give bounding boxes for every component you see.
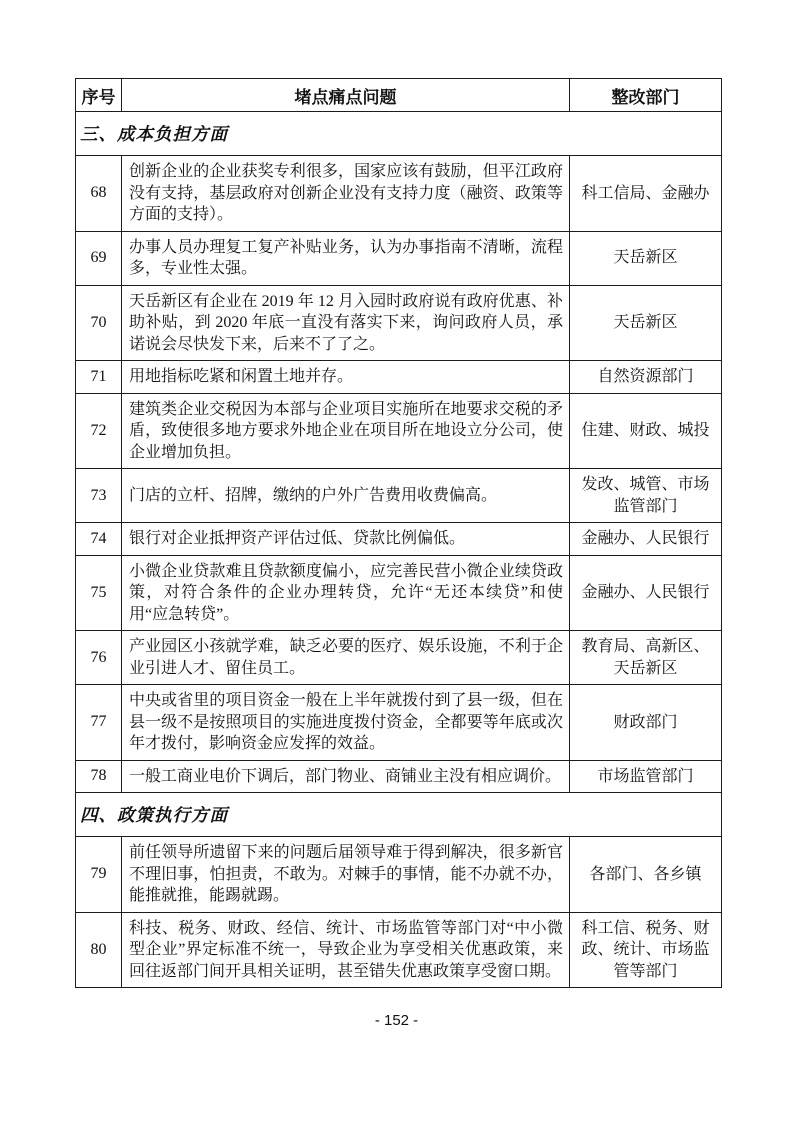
table-row (76, 760, 722, 793)
issues-table (75, 78, 722, 988)
row-number-cell: 80 (76, 912, 122, 988)
row-number-cell: 73 (76, 469, 122, 523)
row-number-cell: 69 (76, 231, 122, 285)
row-number-cell: 74 (76, 523, 122, 556)
column-header-department: 整改部门 (570, 79, 722, 112)
section-heading-row (76, 793, 722, 837)
problem-cell: 前任领导所遗留下来的问题后届领导难于得到解决，很多新官不理旧事，怕担责，不敢为。对棘手的事情，能不办就不办，能推就推，能踢就踢。 (122, 837, 570, 913)
row-number-cell: 71 (76, 361, 122, 394)
department-cell: 发改、城管、市场监管部门 (570, 469, 722, 523)
table-body (76, 112, 722, 988)
column-header-problem: 堵点痛点问题 (122, 79, 570, 112)
department-cell: 天岳新区 (570, 285, 722, 361)
table-row (76, 685, 722, 761)
row-number-cell: 75 (76, 555, 122, 631)
problem-cell: 中央或省里的项目资金一般在上半年就拨付到了县一级，但在县一级不是按照项目的实施进度拨付资金，全都要等年底或次年才拨付，影响资金应发挥的效益。 (122, 685, 570, 761)
table-row (76, 912, 722, 988)
row-number-cell: 76 (76, 631, 122, 685)
table-row (76, 361, 722, 394)
problem-cell: 小微企业贷款难且贷款额度偏小，应完善民营小微企业续贷政策，对符合条件的企业办理转贷，允许“无还本续贷”和使用“应急转贷”。 (122, 555, 570, 631)
section-title: 四、政策执行方面 (76, 793, 722, 837)
section-heading-row (76, 112, 722, 156)
problem-cell: 天岳新区有企业在 2019 年 12 月入园时政府说有政府优惠、补助补贴，到 2020 年底一直没有落实下来，询问政府人员，承诺说会尽快发下来，后来不了了之。 (122, 285, 570, 361)
section-title: 三、成本负担方面 (76, 112, 722, 156)
department-cell: 教育局、高新区、天岳新区 (570, 631, 722, 685)
table-row (76, 469, 722, 523)
department-cell: 财政部门 (570, 685, 722, 761)
table-row (76, 285, 722, 361)
table-row (76, 555, 722, 631)
problem-cell: 科技、税务、财政、经信、统计、市场监管等部门对“中小微型企业”界定标准不统一，导致企业为享受相关优惠政策，来回往返部门间开具相关证明，甚至错失优惠政策享受窗口期。 (122, 912, 570, 988)
table-row (76, 231, 722, 285)
problem-cell: 办事人员办理复工复产补贴业务，认为办事指南不清晰，流程多，专业性太强。 (122, 231, 570, 285)
table-header-row (76, 79, 722, 112)
page-number: - 152 - (374, 1012, 419, 1029)
problem-cell: 门店的立杆、招牌，缴纳的户外广告费用收费偏高。 (122, 469, 570, 523)
problem-cell: 建筑类企业交税因为本部与企业项目实施所在地要求交税的矛盾，致使很多地方要求外地企业在项目所在地设立分公司，使企业增加负担。 (122, 393, 570, 469)
department-cell: 金融办、人民银行 (570, 555, 722, 631)
department-cell: 金融办、人民银行 (570, 523, 722, 556)
table-row (76, 523, 722, 556)
row-number-cell: 70 (76, 285, 122, 361)
column-header-no: 序号 (76, 79, 122, 112)
problem-cell: 产业园区小孩就学难，缺乏必要的医疗、娱乐设施，不利于企业引进人才、留住员工。 (122, 631, 570, 685)
department-cell: 自然资源部门 (570, 361, 722, 394)
row-number-cell: 72 (76, 393, 122, 469)
table-row (76, 631, 722, 685)
department-cell: 天岳新区 (570, 231, 722, 285)
problem-cell: 用地指标吃紧和闲置土地并存。 (122, 361, 570, 394)
problem-cell: 创新企业的企业获奖专利很多，国家应该有鼓励，但平江政府没有支持，基层政府对创新企业没有支持力度（融资、政策等方面的支持）。 (122, 156, 570, 232)
row-number-cell: 68 (76, 156, 122, 232)
problem-cell: 银行对企业抵押资产评估过低、贷款比例偏低。 (122, 523, 570, 556)
department-cell: 住建、财政、城投 (570, 393, 722, 469)
department-cell: 市场监管部门 (570, 760, 722, 793)
department-cell: 各部门、各乡镇 (570, 837, 722, 913)
table-row (76, 393, 722, 469)
row-number-cell: 79 (76, 837, 122, 913)
table-row (76, 156, 722, 232)
department-cell: 科工信、税务、财政、统计、市场监管等部门 (570, 912, 722, 988)
row-number-cell: 77 (76, 685, 122, 761)
table-row (76, 837, 722, 913)
row-number-cell: 78 (76, 760, 122, 793)
problem-cell: 一般工商业电价下调后，部门物业、商铺业主没有相应调价。 (122, 760, 570, 793)
department-cell: 科工信局、金融办 (570, 156, 722, 232)
